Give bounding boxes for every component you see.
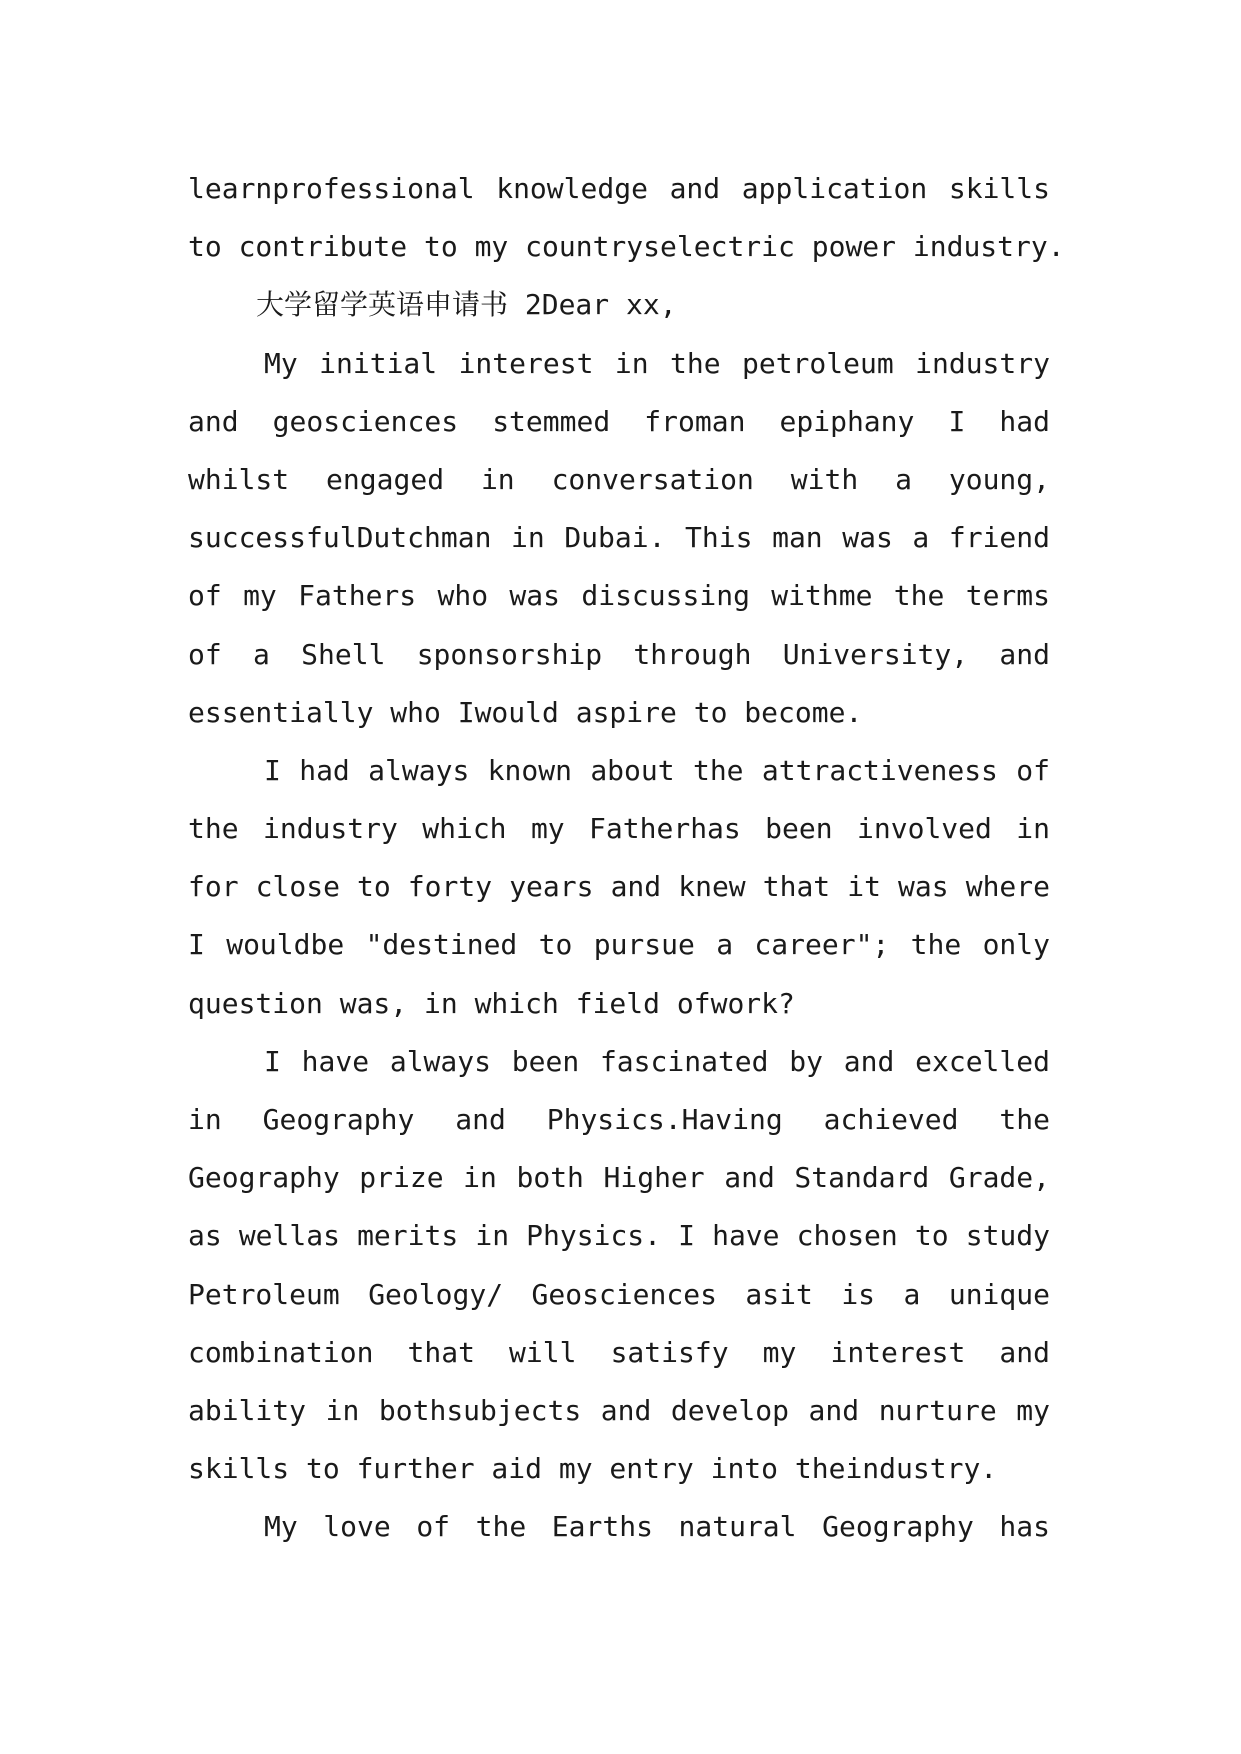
text-line: Petroleum Geology/ Geosciences asit is a unique xyxy=(188,1277,1050,1311)
text-line: I wouldbe "destined to pursue a career"; the only xyxy=(188,928,1050,962)
text-line: combination that will satisfy my interest and xyxy=(188,1335,1050,1369)
text-line: the industry which my Fatherhas been involved in xyxy=(188,812,1050,846)
text-line: in Geography and Physics.Having achieved the xyxy=(188,1103,1050,1136)
text-line: whilst engaged in conversation with a young, xyxy=(188,462,1050,496)
paragraph-end-line: essentially who Iwould aspire to become. xyxy=(188,695,863,729)
paragraph-start-line: My love of the Earths natural Geography has xyxy=(264,1510,1050,1544)
paragraph-start-line: I had always known about the attractiveness of xyxy=(264,753,1050,787)
text-line: of a Shell sponsorship through University, and xyxy=(188,637,1050,671)
text-line: and geosciences stemmed froman epiphany I had xyxy=(188,404,1050,438)
text-line: of my Fathers who was discussing withme the terms xyxy=(188,579,1050,613)
text-line: as wellas merits in Physics. I have chosen to study xyxy=(188,1219,1050,1253)
text-line: Geography prize in both Higher and Standard Grade, xyxy=(188,1161,1050,1195)
text-line: successfulDutchman in Dubai. This man was a friend xyxy=(188,521,1050,555)
text-line: for close to forty years and knew that it was where xyxy=(188,870,1050,904)
text-line: to contribute to my countryselectric power industry. xyxy=(188,230,1065,264)
paragraph-start-line: My initial interest in the petroleum industry xyxy=(264,346,1050,380)
paragraph-start-line: I have always been fascinated by and excelled xyxy=(264,1044,1050,1078)
text-line: ability in bothsubjects and develop and nurture my xyxy=(188,1393,1050,1427)
letter-heading-line: 大学留学英语申请书 2Dear xx, xyxy=(256,288,677,322)
document-body xyxy=(188,160,1065,1557)
paragraph-end-line: question was, in which field ofwork? xyxy=(188,986,795,1020)
paragraph-end-line: skills to further aid my entry into theindustry. xyxy=(188,1452,998,1486)
text-line: learnprofessional knowledge and application skills xyxy=(188,172,1050,205)
